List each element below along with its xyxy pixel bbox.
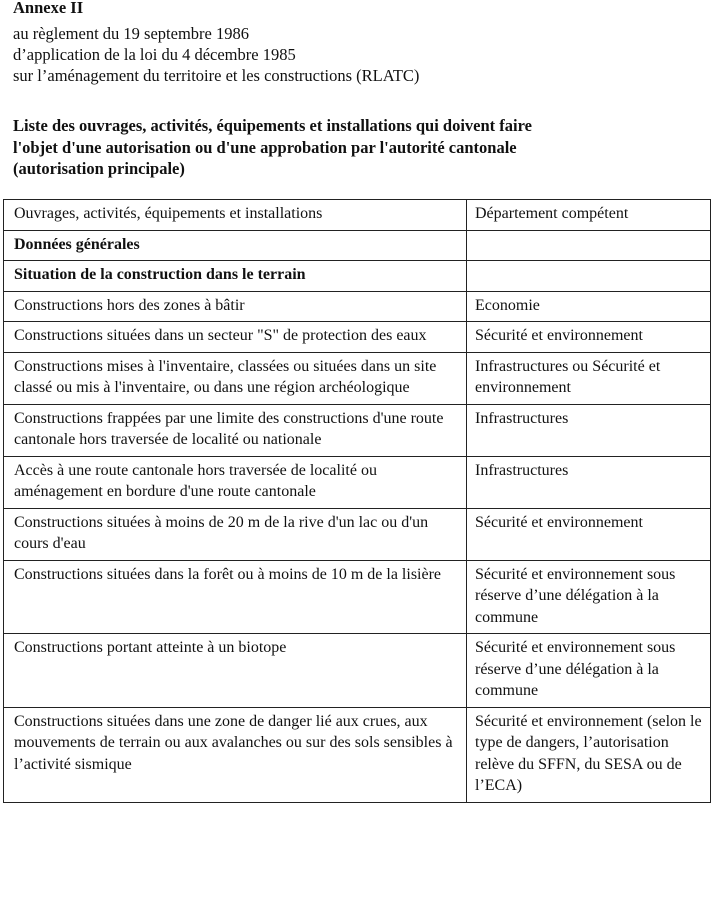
works-cell: Constructions situées dans une zone de danger lié aux crues, aux mouvements de terrain ou aux avalanches ou sur des sols sensibles à l’activité sismique	[4, 707, 467, 802]
department-cell: Economie	[467, 291, 711, 322]
subtitle-line: d’application de la loi du 4 décembre 1985	[13, 45, 296, 64]
heading-line: (autorisation principale)	[13, 159, 185, 178]
department-cell: Sécurité et environnement (selon le type de dangers, l’autorisation relève du SFFN, du SESA ou de l’ECA)	[467, 707, 711, 802]
table-row	[4, 322, 711, 353]
table-row	[4, 560, 711, 634]
works-cell: Constructions situées dans la forêt ou à moins de 10 m de la lisière	[4, 560, 467, 634]
works-cell: Constructions portant atteinte à un biotope	[4, 634, 467, 708]
works-cell: Constructions hors des zones à bâtir	[4, 291, 467, 322]
table-row	[4, 352, 711, 404]
section-label: Données générales	[4, 230, 467, 261]
section-label: Situation de la construction dans le terrain	[4, 261, 467, 292]
department-cell	[467, 230, 711, 261]
table-section-row	[4, 230, 711, 261]
works-cell: Constructions situées à moins de 20 m de la rive d'un lac ou d'un cours d'eau	[4, 508, 467, 560]
annex-title: Annexe II	[13, 0, 84, 17]
heading-line: Liste des ouvrages, activités, équipements et installations qui doivent faire	[13, 116, 532, 135]
table-row	[4, 634, 711, 708]
table-row	[4, 456, 711, 508]
works-cell: Constructions frappées par une limite des constructions d'une route cantonale hors traversée de localité ou nationale	[4, 404, 467, 456]
header-cell-works: Ouvrages, activités, équipements et installations	[4, 200, 467, 231]
department-cell	[467, 352, 711, 404]
authorization-table	[3, 199, 711, 803]
department-cell: Infrastructures	[467, 404, 711, 456]
works-cell: Accès à une route cantonale hors traversée de localité ou aménagement en bordure d'une route cantonale	[4, 456, 467, 508]
header-cell-department: Département compétent	[467, 200, 711, 231]
heading-line: l'objet d'une autorisation ou d'une approbation par l'autorité cantonale	[13, 137, 517, 157]
annex-subtitle	[13, 23, 419, 86]
department-cell: Sécurité et environnement sous réserve d’une délégation à la commune	[467, 560, 711, 634]
subtitle-line: au règlement du 19 septembre 1986	[13, 24, 249, 43]
table-row	[4, 508, 711, 560]
list-heading	[13, 115, 532, 180]
table-row	[4, 404, 711, 456]
table-row	[4, 707, 711, 802]
department-text: Infrastructures ou Sécurité et environnement	[475, 357, 661, 396]
department-cell	[467, 261, 711, 292]
department-cell: Infrastructures	[467, 456, 711, 508]
table-header-row	[4, 200, 711, 231]
subtitle-line: sur l’aménagement du territoire et les constructions (RLATC)	[13, 66, 420, 85]
department-cell: Sécurité et environnement sous réserve d’une délégation à la commune	[467, 634, 711, 708]
table-section-row	[4, 261, 711, 292]
department-cell: Sécurité et environnement	[467, 508, 711, 560]
works-cell: Constructions situées dans un secteur "S" de protection des eaux	[4, 322, 467, 353]
works-cell: Constructions mises à l'inventaire, classées ou situées dans un site classé ou mis à l'inventaire, ou dans une région archéologique	[4, 352, 467, 404]
department-cell: Sécurité et environnement	[467, 322, 711, 353]
table-row	[4, 291, 711, 322]
